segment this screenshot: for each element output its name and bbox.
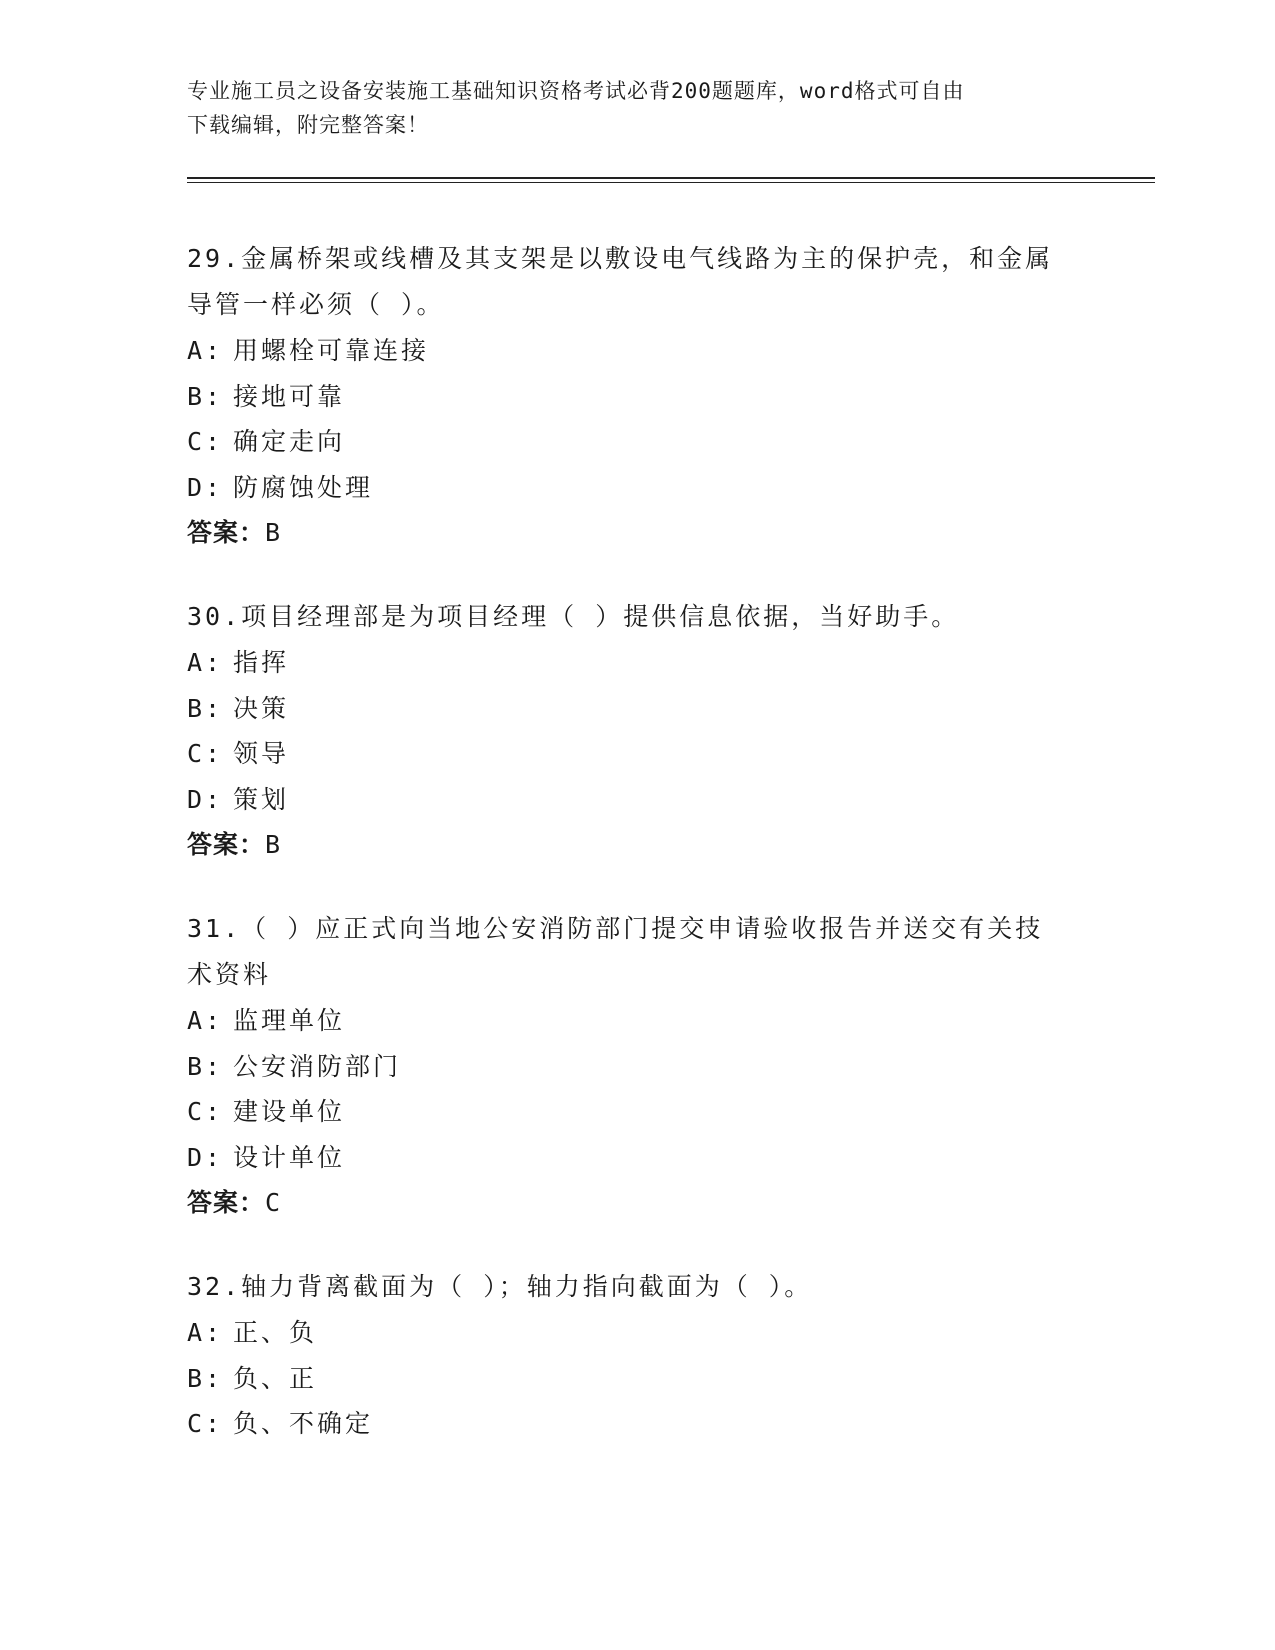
header-divider-thick [187, 177, 1155, 179]
question-32 [187, 1264, 1087, 1447]
option-d [187, 465, 1087, 511]
question-stem-line: 31.（ ）应正式向当地公安消防部门提交申请验收报告并送交有关技 [187, 914, 1044, 943]
option-c [187, 1401, 1087, 1447]
question-stem-line: 导管一样必须（ ）。 [187, 290, 445, 319]
option-text: 公安消防部门 [233, 1051, 402, 1081]
option-text: 负、不确定 [233, 1409, 374, 1438]
option-key: B: [187, 381, 224, 411]
option-text: 用螺栓可靠连接 [233, 336, 430, 365]
answer-value: B [265, 830, 282, 859]
option-d [187, 1135, 1087, 1181]
option-key: B: [187, 693, 224, 723]
option-key: D: [187, 1142, 224, 1172]
header-line-1: 专业施工员之设备安装施工基础知识资格考试必背200题题库，word格式可自由 [187, 79, 965, 103]
option-a [187, 640, 1087, 686]
option-key: C: [187, 427, 224, 456]
question-stem-line: 术资料 [187, 960, 272, 989]
option-text: 负、正 [233, 1363, 318, 1393]
answer-label: 答案： [187, 830, 266, 859]
answer-value: B [265, 518, 282, 547]
option-text: 领导 [233, 739, 290, 768]
option-b [187, 374, 1087, 420]
option-text: 防腐蚀处理 [233, 472, 374, 502]
document-header [187, 74, 1087, 142]
option-key: A: [187, 648, 224, 677]
option-key: D: [187, 472, 224, 502]
option-text: 监理单位 [233, 1006, 346, 1035]
question-stem-line: 30.项目经理部是为项目经理（ ）提供信息依据，当好助手。 [187, 602, 960, 631]
answer-value: C [265, 1188, 282, 1217]
question-stem-line: 29.金属桥架或线槽及其支架是以敷设电气线路为主的保护壳，和金属 [187, 244, 1054, 273]
option-b [187, 1044, 1087, 1090]
question-31 [187, 906, 1087, 1226]
option-text: 确定走向 [233, 427, 346, 456]
option-a [187, 998, 1087, 1044]
option-b [187, 1356, 1087, 1402]
option-key: C: [187, 739, 224, 768]
option-key: A: [187, 1006, 224, 1035]
answer-line [187, 510, 1087, 556]
option-key: A: [187, 336, 224, 365]
answer-line [187, 1180, 1087, 1226]
option-a [187, 328, 1087, 374]
option-key: B: [187, 1051, 224, 1081]
question-stem-line: 32.轴力背离截面为（ ）；轴力指向截面为（ ）。 [187, 1272, 813, 1301]
option-c [187, 419, 1087, 465]
question-30 [187, 594, 1087, 868]
option-text: 策划 [233, 784, 290, 814]
option-text: 正、负 [233, 1318, 318, 1347]
answer-line [187, 822, 1087, 868]
option-text: 决策 [233, 693, 290, 723]
answer-label: 答案： [187, 1188, 266, 1217]
option-b [187, 686, 1087, 732]
option-a [187, 1310, 1087, 1356]
option-key: C: [187, 1097, 224, 1126]
question-29 [187, 236, 1087, 556]
option-key: C: [187, 1409, 224, 1438]
option-text: 设计单位 [233, 1142, 346, 1172]
option-text: 建设单位 [233, 1097, 346, 1126]
answer-label: 答案： [187, 518, 266, 547]
header-line-2: 下载编辑，附完整答案！ [187, 113, 429, 137]
option-key: D: [187, 784, 224, 814]
option-d [187, 777, 1087, 823]
option-text: 指挥 [233, 648, 290, 677]
option-c [187, 731, 1087, 777]
option-c [187, 1089, 1087, 1135]
option-text: 接地可靠 [233, 381, 346, 411]
option-key: A: [187, 1318, 224, 1347]
question-list [187, 236, 1087, 1485]
header-divider-thin [187, 182, 1155, 183]
option-key: B: [187, 1363, 224, 1393]
